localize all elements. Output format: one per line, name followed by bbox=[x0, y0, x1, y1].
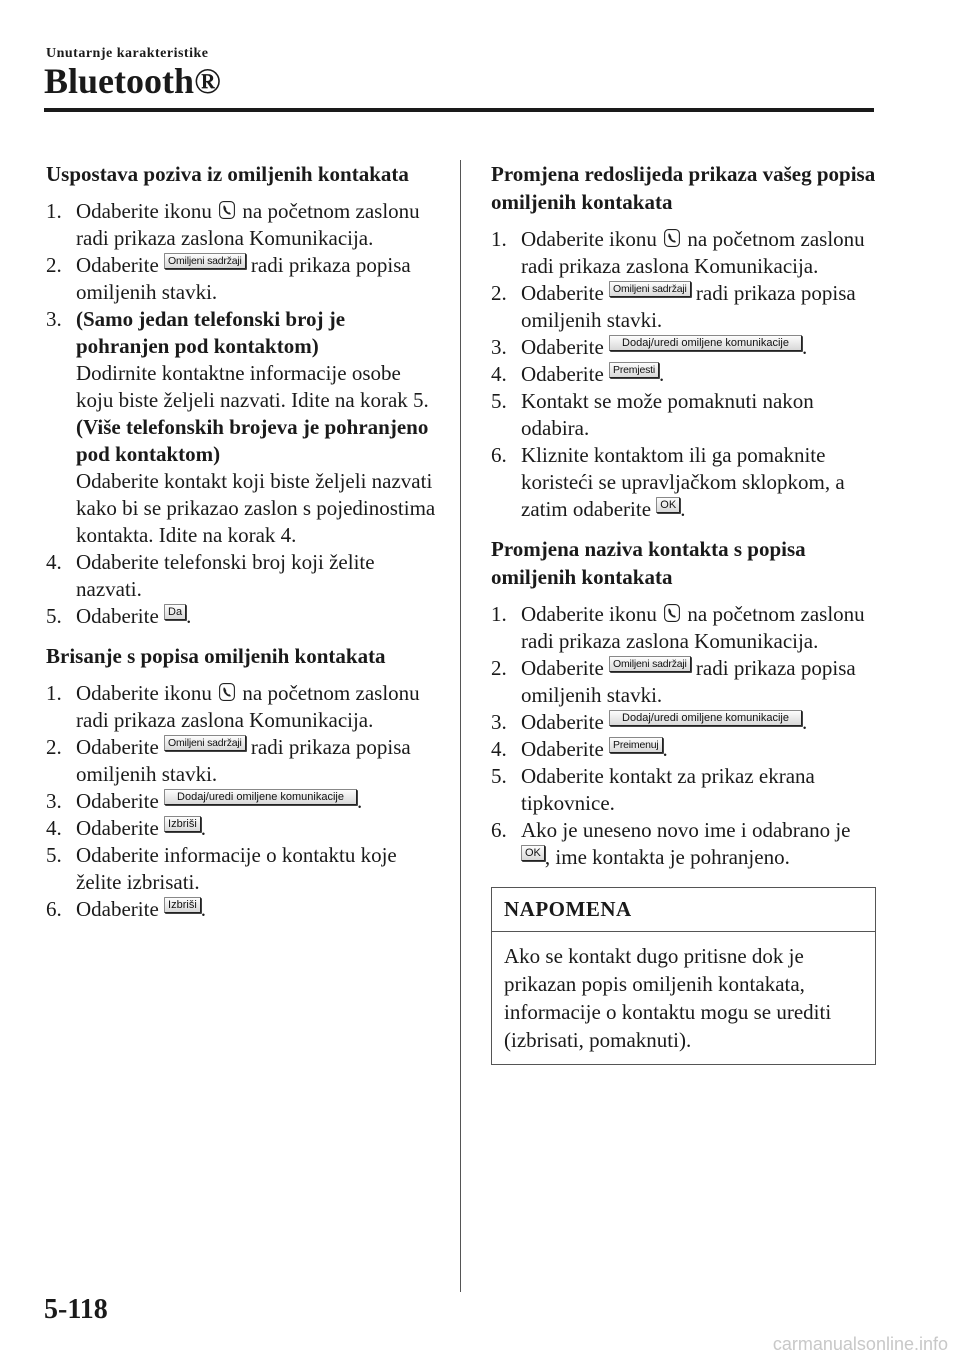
rename-button[interactable]: Preimenuj bbox=[609, 737, 662, 753]
step-item: 1. Odaberite ikonu na početnom zaslonu radi prikaza zaslona Komunikacija. bbox=[491, 227, 865, 278]
move-button[interactable]: Premjesti bbox=[609, 362, 659, 378]
step-item: 3. Odaberite Dodaj/uredi omiljene komunikacije . bbox=[491, 710, 808, 734]
phone-handset-icon bbox=[664, 604, 680, 622]
phone-handset-icon bbox=[219, 201, 235, 219]
watermark: carmanualsonline.info bbox=[772, 1334, 948, 1354]
step-item: 4. Odaberite Izbriši . bbox=[46, 816, 207, 840]
favorites-button[interactable]: Omiljeni sadržaji bbox=[609, 281, 691, 297]
step-item: 6. Kliznite kontaktom ili ga pomaknite koristeći se upravljačkom sklopkom, a zatim odaberite OK . bbox=[491, 443, 845, 521]
step-item: 3. (Samo jedan telefonski broj je pohranjen pod kontaktom) Dodirnite kontaktne informacije osobe koju biste željeli nazvati. Idite na korak 5. (Više telefonskih brojeva je pohranjeno pod kontaktom) Odaberite kontakt koji biste željeli nazvati kako bi se prikazao zaslon s pojedinostima kontakta. Idite na korak 4. bbox=[46, 307, 436, 547]
step-item: 5. Odaberite informacije o kontaktu koje želite izbrisati. bbox=[46, 843, 397, 894]
step-item: 4. Odaberite Preimenuj . bbox=[491, 737, 668, 761]
step-item: 2. Odaberite Omiljeni sadržaji radi prikaza popisa omiljenih stavki. bbox=[46, 735, 411, 786]
section-title-delete-favorite: Brisanje s popisa omiljenih kontakata bbox=[46, 644, 386, 668]
delete-button[interactable]: Izbriši bbox=[164, 897, 201, 913]
step-item: 2. Odaberite Omiljeni sadržaji radi prikaza popisa omiljenih stavki. bbox=[491, 281, 856, 332]
header-rule bbox=[44, 108, 874, 112]
delete-button[interactable]: Izbriši bbox=[164, 816, 201, 832]
note-box bbox=[491, 887, 876, 1065]
ok-button[interactable]: OK bbox=[521, 845, 545, 861]
step-item: 5. Odaberite kontakt za prikaz ekrana tipkovnice. bbox=[491, 764, 815, 815]
step-item: 1. Odaberite ikonu na početnom zaslonu radi prikaza zaslona Komunikacija. bbox=[46, 199, 420, 250]
step-item: 3. Odaberite Dodaj/uredi omiljene komunikacije . bbox=[491, 335, 808, 359]
step-item: 2. Odaberite Omiljeni sadržaji radi prikaza popisa omiljenih stavki. bbox=[46, 253, 411, 304]
favorites-button[interactable]: Omiljeni sadržaji bbox=[164, 253, 246, 269]
step-item: 6. Odaberite Izbriši . bbox=[46, 897, 207, 921]
yes-button[interactable]: Da bbox=[164, 604, 186, 620]
favorites-button[interactable]: Omiljeni sadržaji bbox=[609, 656, 691, 672]
favorites-button[interactable]: Omiljeni sadržaji bbox=[164, 735, 246, 751]
step-item: 1. Odaberite ikonu na početnom zaslonu radi prikaza zaslona Komunikacija. bbox=[46, 681, 420, 732]
right-column bbox=[491, 160, 876, 1065]
steps-favorite-call bbox=[46, 198, 441, 630]
left-column bbox=[46, 160, 441, 935]
ok-button[interactable]: OK bbox=[656, 497, 680, 513]
step-item: 5. Odaberite Da . bbox=[46, 604, 192, 628]
edit-favorites-button[interactable]: Dodaj/uredi omiljene komunikacije bbox=[609, 335, 802, 351]
note-text: Ako se kontakt dugo pritisne dok je prikazan popis omiljenih kontakata, informacije o kontaktu mogu se urediti (izbrisati, pomaknuti). bbox=[504, 944, 832, 1052]
steps-reorder-favorites bbox=[491, 226, 876, 523]
section-title-rename-favorite: Promjena naziva kontakta s popisa omiljenih kontakata bbox=[491, 537, 806, 589]
step-item: 6. Ako je uneseno novo ime i odabrano je OK , ime kontakta je pohranjeno. bbox=[491, 818, 851, 869]
section-title-reorder-favorites: Promjena redoslijeda prikaza vašeg popisa omiljenih kontakata bbox=[491, 162, 876, 214]
step-item: 2. Odaberite Omiljeni sadržaji radi prikaza popisa omiljenih stavki. bbox=[491, 656, 856, 707]
phone-handset-icon bbox=[664, 229, 680, 247]
section-label: Unutarnje karakteristike bbox=[46, 46, 209, 61]
step-item: 5. Kontakt se može pomaknuti nakon odabira. bbox=[491, 389, 814, 440]
edit-favorites-button[interactable]: Dodaj/uredi omiljene komunikacije bbox=[164, 789, 357, 805]
phone-handset-icon bbox=[219, 683, 235, 701]
step-item: 4. Odaberite telefonski broj koji želite nazvati. bbox=[46, 550, 375, 601]
edit-favorites-button[interactable]: Dodaj/uredi omiljene komunikacije bbox=[609, 710, 802, 726]
column-divider bbox=[460, 160, 461, 1292]
step-item: 4. Odaberite Premjesti . bbox=[491, 362, 665, 386]
note-title: NAPOMENA bbox=[492, 888, 875, 932]
steps-delete-favorite bbox=[46, 680, 441, 923]
step-item: 1. Odaberite ikonu na početnom zaslonu radi prikaza zaslona Komunikacija. bbox=[491, 602, 865, 653]
section-title-favorite-call: Uspostava poziva iz omiljenih kontakata bbox=[46, 162, 409, 186]
step-item: 3. Odaberite Dodaj/uredi omiljene komunikacije . bbox=[46, 789, 363, 813]
page-title: Bluetooth® bbox=[44, 61, 221, 101]
steps-rename-favorite bbox=[491, 601, 876, 871]
page-number: 5-118 bbox=[44, 1294, 108, 1325]
